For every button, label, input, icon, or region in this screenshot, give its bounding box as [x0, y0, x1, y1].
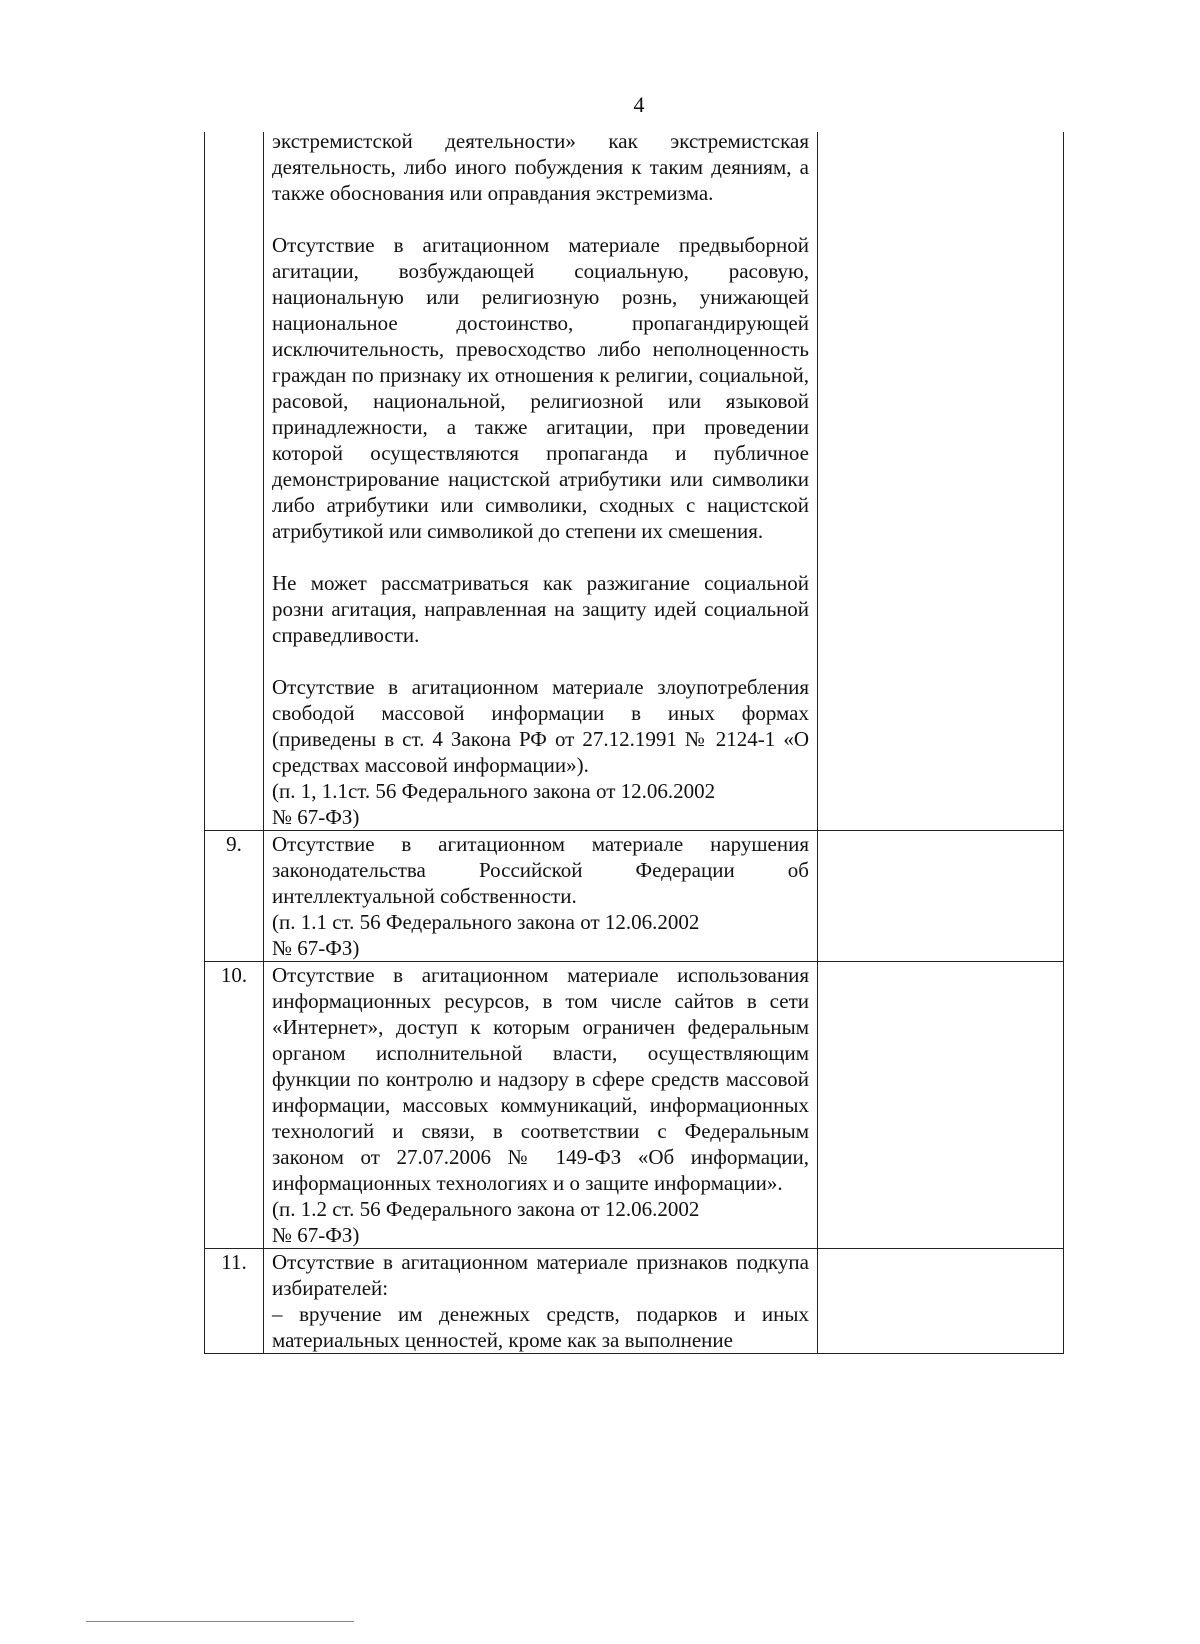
- law-reference: (п. 1.1 ст. 56 Федерального закона от 12.06.2002: [272, 910, 700, 934]
- law-reference: № 67-ФЗ): [272, 1223, 360, 1247]
- row-paragraph: экстремистской деятельности» как экстремистская деятельность, либо иного побуждения к таким деяниям, а также обоснования или оправдания экстремизма.: [272, 129, 809, 205]
- row-paragraph: Отсутствие в агитационном материале нарушения законодательства Российской Федерации об интеллектуальной собственности.: [272, 832, 809, 908]
- row-number: 10.: [205, 962, 264, 1249]
- row-number: 11.: [205, 1249, 264, 1354]
- row-note: [818, 132, 1064, 831]
- row-paragraph: Отсутствие в агитационном материале предвыборной агитации, возбуждающей социальную, расовую, национальную или религиозную рознь, унижающей национальное достоинство, пропагандирующей исключительность, превосходство либо неполноценность граждан по признаку их отношения к религии, социальной, расовой, национальной, религиозной или языковой принадлежности, а также агитации, при проведении которой осуществляются пропаганда и публичное демонстрирование нацистской атрибутики или символики либо атрибутики или символики, сходных с нацистской атрибутикой или символикой до степени их смешения.: [272, 233, 809, 543]
- row-content: [264, 962, 818, 1249]
- requirements-table: [204, 129, 1064, 1354]
- row-paragraph: – вручение им денежных средств, подарков и иных материальных ценностей, кроме как за выполнение: [272, 1302, 809, 1352]
- footnote-separator: [86, 1621, 354, 1622]
- row-content: [264, 831, 818, 962]
- law-reference: (п. 1.2 ст. 56 Федерального закона от 12.06.2002: [272, 1197, 700, 1221]
- table-row: [205, 132, 1064, 831]
- row-note: [818, 831, 1064, 962]
- law-reference: № 67-ФЗ): [272, 936, 360, 960]
- row-content: [264, 129, 818, 831]
- row-number: [205, 132, 264, 831]
- row-note: [818, 1249, 1064, 1354]
- row-paragraph: Отсутствие в агитационном материале злоупотребления свободой массовой информации в иных формах (приведены в ст. 4 Закона РФ от 27.12.1991 № 2124-1 «О средствах массовой информации»).: [272, 675, 809, 777]
- law-reference: (п. 1, 1.1ст. 56 Федерального закона от 12.06.2002: [272, 779, 716, 803]
- row-number: 9.: [205, 831, 264, 962]
- law-reference: № 67-ФЗ): [272, 805, 360, 829]
- table-row: [205, 962, 1064, 1249]
- row-paragraph: Не может рассматриваться как разжигание социальной розни агитация, направленная на защиту идей социальной справедливости.: [272, 571, 809, 647]
- table-row: [205, 831, 1064, 962]
- row-paragraph: Отсутствие в агитационном материале признаков подкупа избирателей:: [272, 1250, 809, 1300]
- row-note: [818, 962, 1064, 1249]
- row-content: [264, 1249, 818, 1354]
- row-paragraph: Отсутствие в агитационном материале использования информационных ресурсов, в том числе сайтов в сети «Интернет», доступ к которым ограничен федеральным органом исполнительной власти, осуществляющим функции по контролю и надзору в сфере средств массовой информации, массовых коммуникаций, информационных технологий и связи, в соответствии с Федеральным законом от 27.07.2006 № 149-ФЗ «Об информации, информационных технологиях и о защите информации».: [272, 963, 809, 1195]
- table-row: [205, 1249, 1064, 1354]
- page-number: 4: [633, 92, 645, 117]
